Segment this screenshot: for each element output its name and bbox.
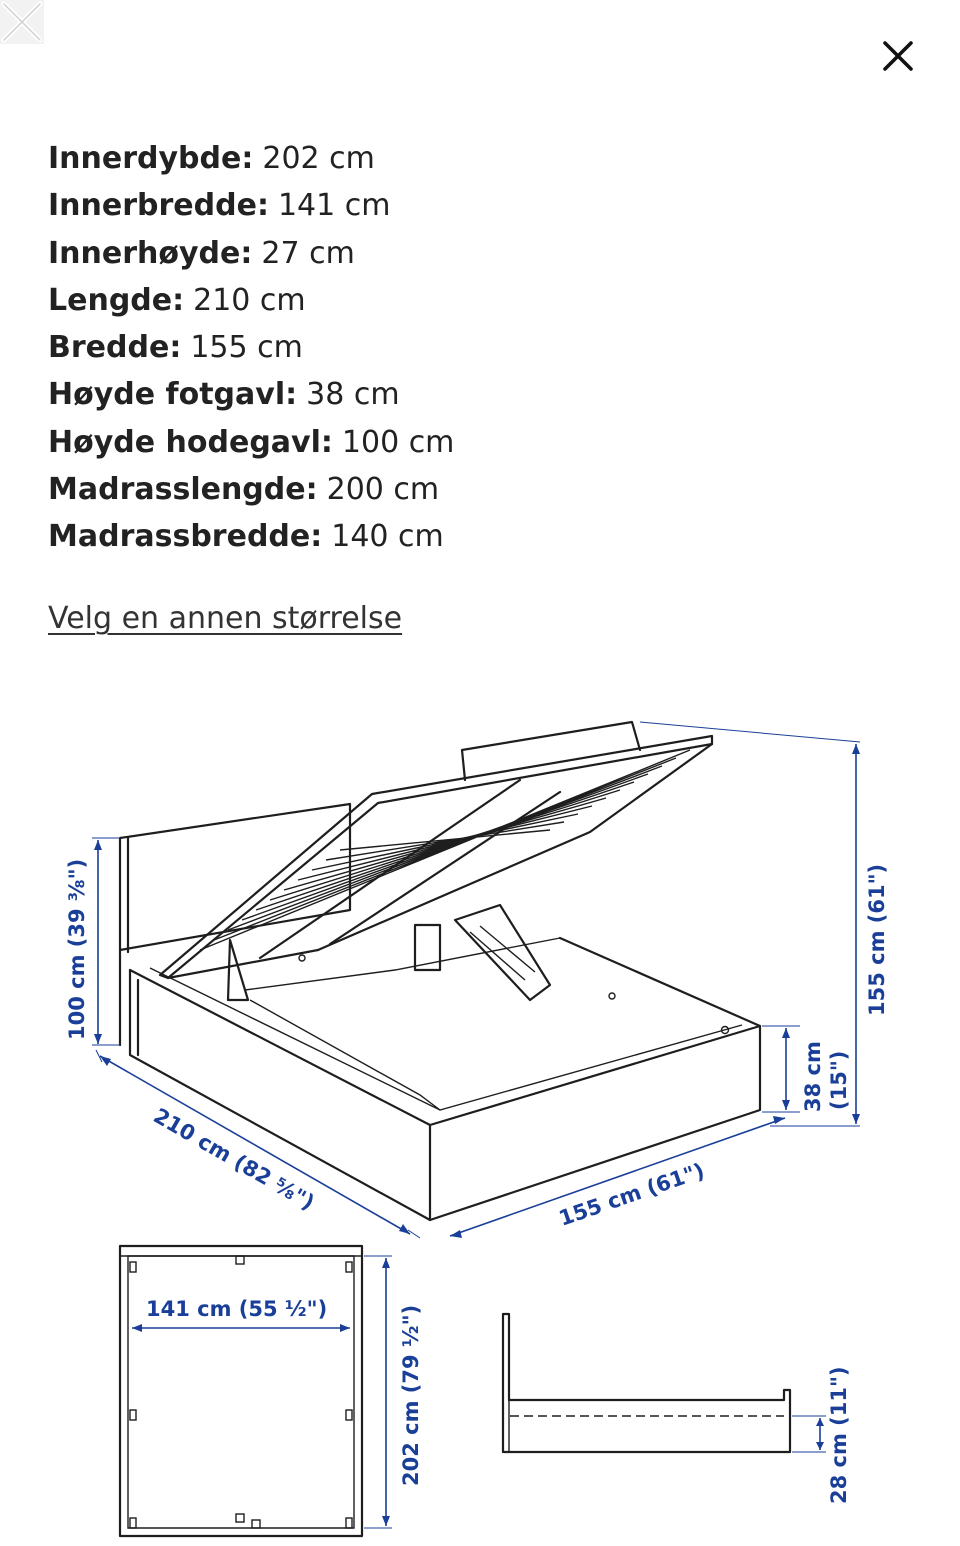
dismiss-overlay-button[interactable]: [0, 0, 44, 44]
footboard-height-label: 38 cm: [801, 1041, 825, 1112]
spec-label: Høyde fotgavl :: [48, 377, 297, 412]
spec-label: Madrasslengde :: [48, 472, 318, 507]
spec-label: Innerbredde :: [48, 188, 269, 223]
spec-label: Bredde :: [48, 330, 181, 365]
length-label: 210 cm (82 ⅝"): [149, 1103, 319, 1215]
spec-label: Innerdybde :: [48, 141, 253, 176]
spec-value: 100 cm: [341, 424, 455, 460]
spec-value: 202 cm: [262, 141, 375, 176]
total-height-label: 155 cm (61"): [865, 863, 889, 1016]
spec-row: [48, 277, 454, 324]
spec-row: [48, 513, 454, 560]
dimension-list: [48, 135, 454, 561]
dimension-annotations: [65, 722, 889, 1238]
spec-label: Lengde :: [48, 283, 184, 318]
spec-value: 38 cm: [306, 377, 400, 413]
spec-value: 155 cm: [190, 330, 303, 366]
bed-top-view: [120, 1246, 362, 1536]
spec-row: [48, 466, 454, 513]
spec-value: 210 cm: [193, 282, 306, 318]
headboard-height-label: 100 cm (39 ⅜"): [65, 858, 89, 1040]
spec-value: 200 cm: [326, 472, 440, 508]
inner-width-label: 141 cm (55 ½"): [146, 1297, 328, 1321]
spec-value: 27 cm: [261, 235, 355, 271]
close-icon: [0, 0, 44, 44]
spec-row: [48, 182, 454, 229]
spec-row: [48, 419, 454, 466]
inner-depth-label: 202 cm (79 ½"): [399, 1304, 423, 1486]
close-button[interactable]: [874, 32, 922, 80]
spec-value: 140 cm: [331, 519, 444, 555]
inner-height-label: 28 cm (11"): [827, 1366, 851, 1504]
footboard-height-inch-label: (15"): [827, 1050, 851, 1110]
close-icon: [881, 39, 915, 73]
choose-other-size-link[interactable]: Velg en annen størrelse: [48, 601, 403, 636]
spec-label: Høyde hodegavl :: [48, 425, 333, 460]
dimension-drawing: [0, 700, 960, 1546]
side-view-dimensions: [792, 1366, 851, 1504]
bed-side-view: [503, 1314, 790, 1452]
spec-value: 141 cm: [277, 188, 391, 224]
spec-row: [48, 135, 454, 182]
width-label: 155 cm (61"): [555, 1158, 708, 1231]
spec-label: Madrassbredde :: [48, 519, 322, 554]
spec-label: Innerhøyde :: [48, 236, 252, 271]
spec-row: [48, 230, 454, 277]
spec-row: [48, 324, 454, 371]
top-view-dimensions: [132, 1256, 423, 1528]
spec-row: [48, 371, 454, 418]
